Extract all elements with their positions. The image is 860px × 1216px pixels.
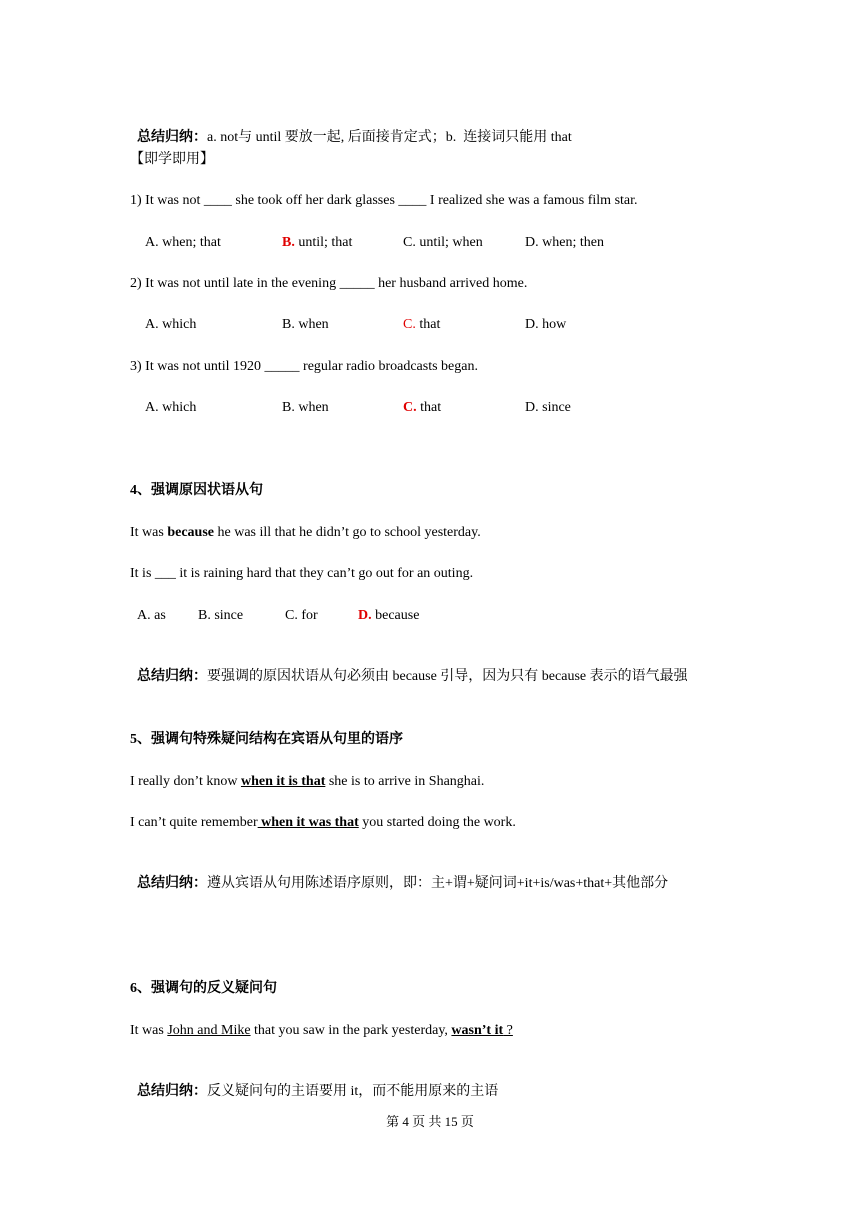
summary-label: 总结归纳：	[137, 669, 207, 684]
option-a: A. as	[137, 608, 166, 623]
option-d: D. how	[525, 317, 567, 332]
summary-label: 总结归纳：	[137, 876, 207, 891]
question-1-stem: 1) It was not ____ she took off her dark glasses ____ I realized she was a famous film star.	[130, 193, 638, 208]
option-b: B. when	[282, 400, 329, 415]
section-5-example-1: I really don’t know when it is that she is to arrive in Shanghai.	[130, 774, 485, 789]
section-5-example-2: I can’t quite remember when it was that you started doing the work.	[130, 815, 516, 830]
summary-text: a. not与 until 要放一起, 后面接肯定式；b. 连接词只能用 that	[207, 130, 572, 145]
option-d: D. since	[525, 400, 571, 415]
summary-line-4	[130, 647, 688, 687]
summary-line-3	[130, 108, 572, 148]
summary-text: 遵从宾语从句用陈述语序原则，即：主+谓+疑问词+it+is/was+that+其他部分	[207, 876, 669, 891]
summary-line-6	[130, 1062, 498, 1102]
section-6-heading: 6、强调句的反义疑问句	[130, 981, 277, 996]
section-6-example: It was John and Mike that you saw in the park yesterday, wasn’t it ?	[130, 1023, 513, 1038]
question-2-stem: 2) It was not until late in the evening _____ her husband arrived home.	[130, 276, 528, 291]
option-b: B. since	[198, 608, 244, 623]
question-3-stem: 3) It was not until 1920 _____ regular radio broadcasts began.	[130, 359, 478, 374]
summary-text: 反义疑问句的主语要用 it，而不能用原来的主语	[207, 1084, 499, 1099]
option-b: B. when	[282, 317, 329, 332]
section-5-heading: 5、强调句特殊疑问结构在宾语从句里的语序	[130, 732, 403, 747]
option-a: A. when; that	[145, 235, 221, 250]
summary-text: 要强调的原因状语从句必须由 because 引导，因为只有 because 表示的语气最强	[207, 669, 688, 684]
option-a: A. which	[145, 317, 197, 332]
option-d: D. when; then	[525, 235, 604, 250]
option-c-correct: C. that	[403, 400, 442, 415]
practice-heading: 【即学即用】	[130, 152, 214, 167]
summary-label: 总结归纳：	[137, 130, 207, 145]
summary-line-5	[130, 854, 668, 894]
option-c-correct: C. that	[403, 317, 441, 332]
section-4-heading: 4、强调原因状语从句	[130, 483, 263, 498]
option-c: C. for	[285, 608, 318, 623]
page-footer: 第 4 页 共 15 页	[386, 1114, 474, 1129]
section-4-question: It is ___ it is raining hard that they can’t go out for an outing.	[130, 566, 474, 581]
option-d-correct: D. because	[358, 608, 420, 623]
section-4-example: It was because he was ill that he didn’t go to school yesterday.	[130, 525, 481, 540]
summary-label: 总结归纳：	[137, 1084, 207, 1099]
option-a: A. which	[145, 400, 197, 415]
option-b-correct: B. until; that	[282, 235, 353, 250]
option-c: C. until; when	[403, 235, 483, 250]
